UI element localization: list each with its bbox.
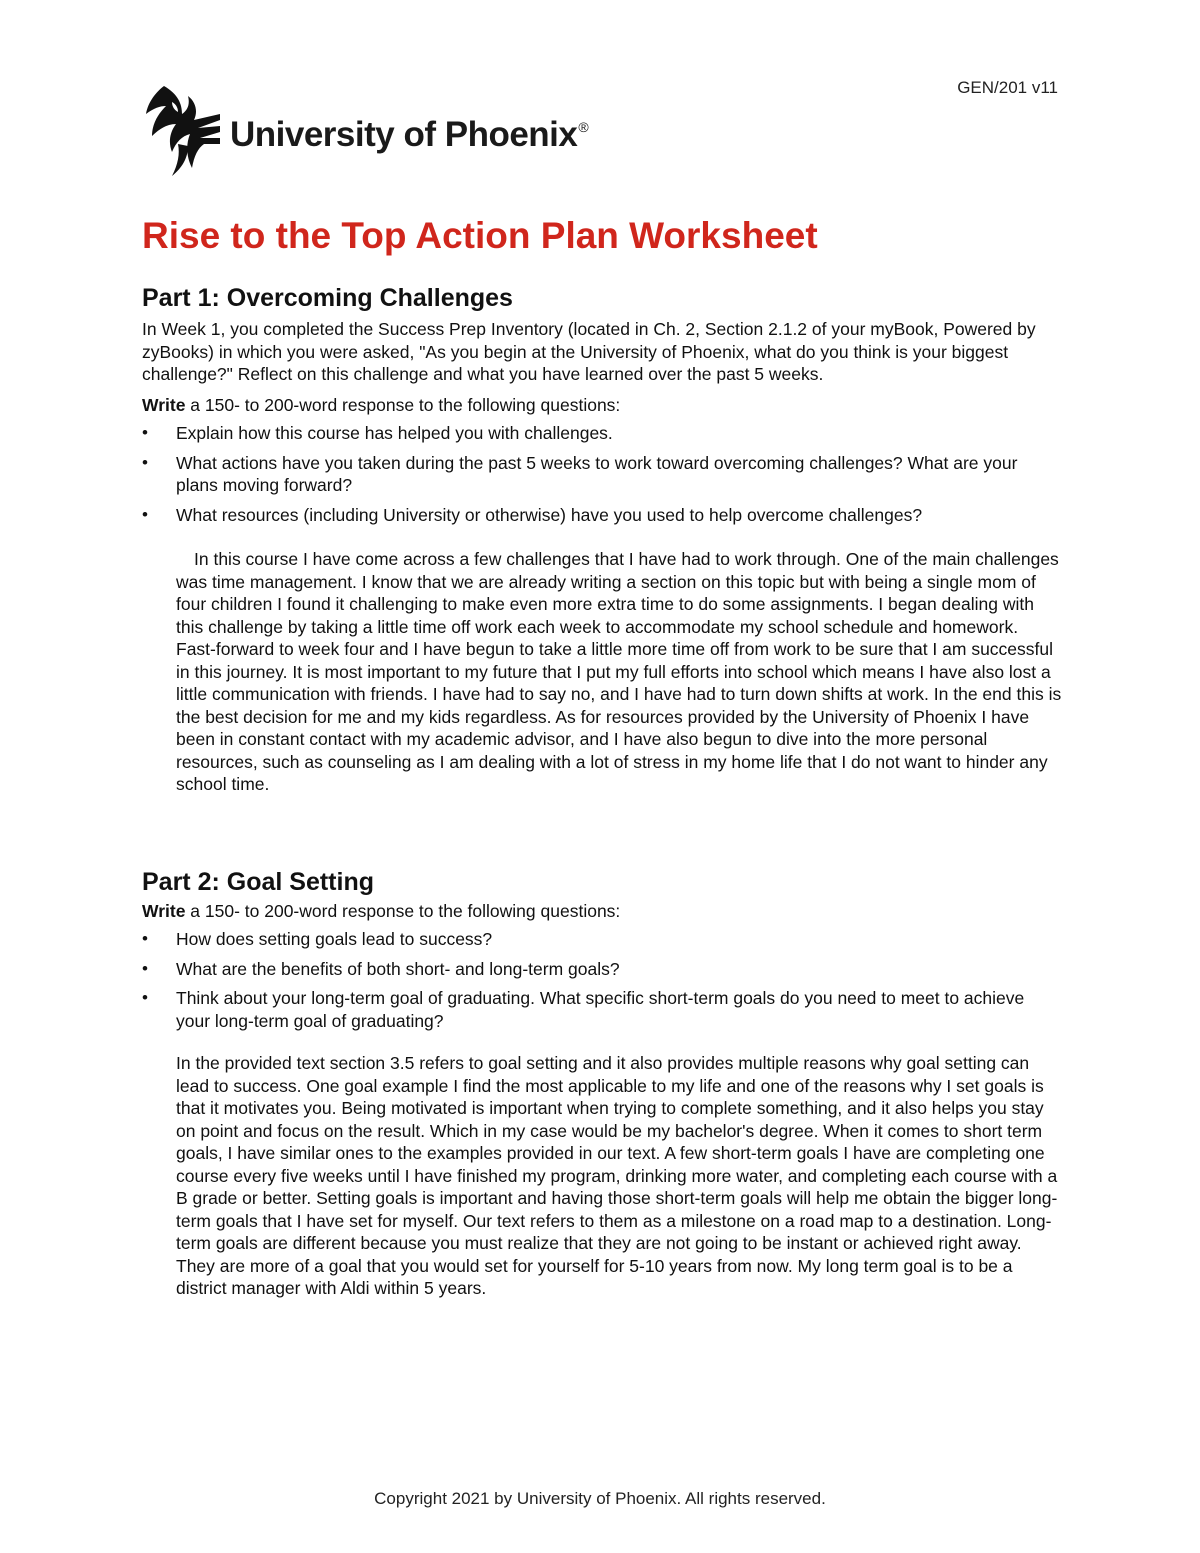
bullet-icon: •	[142, 988, 148, 1007]
part2-question-text: Think about your long-term goal of graduating. What specific short-term goals do you need to meet to achieve your long-term goal of graduating?	[176, 988, 1025, 1031]
part2-instruction	[142, 900, 1062, 923]
part1-instruction-bold: Write	[142, 394, 186, 415]
worksheet-title: Rise to the Top Action Plan Worksheet	[142, 215, 818, 256]
part1-instruction-rest: a 150- to 200-word response to the following questions:	[185, 394, 621, 415]
university-logo-text	[230, 115, 588, 155]
part2-instruction-rest: a 150- to 200-word response to the following questions:	[185, 900, 621, 921]
phoenix-bird-icon	[142, 84, 222, 178]
part1-heading: Part 1: Overcoming Challenges	[142, 284, 513, 312]
bullet-icon: •	[142, 504, 148, 524]
bullet-icon: •	[142, 452, 148, 472]
part2-question	[142, 987, 1062, 1032]
part1-question-list	[142, 422, 1062, 526]
part2-question-text: How does setting goals lead to success?	[176, 929, 493, 949]
part1-instruction	[142, 394, 1062, 417]
copyright-footer: Copyright 2021 by University of Phoenix. All rights reserved.	[374, 1489, 826, 1508]
part1-question-text: Explain how this course has helped you with challenges.	[176, 423, 613, 443]
bullet-icon: •	[142, 929, 148, 948]
bullet-icon: •	[142, 423, 148, 442]
part1-response: In this course I have come across a few challenges that I have had to work through. One of the main challenges was time management. I know that we are already writing a section on this topic but with being a single mom of four children I found it challenging to make even more extra time to do some assignments. I began dealing with this challenge by taking a little time off work each week to accommodate my school schedule and homework. Fast-forward to week four and I have begun to take a little more time off from work to be sure that I am successful in this journey. It is most important to my future that I put my full efforts into school which means I have also lost a little communication with friends. I have had to say no, and I have had to turn down shifts at work. In the end this is the best decision for me and my kids regardless. As for resources provided by the University of Phoenix I have been in constant contact with my academic advisor, and I have also begun to dive into the more personal resources, such as counseling as I am dealing with a lot of stress in my home life that I do not want to hinder any school time.	[176, 549, 1062, 794]
part2-question-text: What are the benefits of both short- and long-term goals?	[176, 958, 620, 979]
part1-question	[142, 452, 1062, 497]
document-version: GEN/201 v11	[957, 78, 1058, 97]
part2-question	[142, 958, 1062, 981]
part2-instruction-bold: Write	[142, 900, 186, 921]
part2-response: In the provided text section 3.5 refers to goal setting and it also provides multiple reasons why goal setting can lead to success. One goal example I find the most applicable to my life and one of the reasons why I set goals is that it motivates you. Being motivated is important when trying to complete something, and it also helps you stay on point and focus on the result. Which in my case would be my bachelor's degree. When it comes to short term goals, I have similar ones to the examples provided in our text. A few short-term goals I have are completing one course every five weeks until I have finished my program, drinking more water, and completing each course with a B grade or better. Setting goals is important and having those short-term goals will help me obtain the bigger long-term goals that I have set for myself. Our text refers to them as a milestone on a road map to a destination. Long-term goals are different because you must realize that they are not going to be instant or achieved right away. They are more of a goal that you would set for yourself for 5-10 years from now. My long term goal is to be a district manager with Aldi within 5 years.	[176, 1053, 1058, 1298]
worksheet-content	[142, 212, 1062, 1300]
part1-intro: In Week 1, you completed the Success Prep Inventory (located in Ch. 2, Section 2.1.2 of your myBook, Powered by zyBooks) in which you were asked, "As you begin at the University of Phoenix, what do you think is your biggest challenge?" Reflect on this challenge and what you have learned over the past 5 weeks.	[142, 319, 1036, 384]
part2-heading: Part 2: Goal Setting	[142, 867, 374, 896]
part1-question	[142, 504, 1062, 527]
university-logo	[142, 84, 588, 178]
part1-question-text: What resources (including University or otherwise) have you used to help overcome challenges?	[176, 504, 923, 525]
part2-question	[142, 928, 1062, 951]
registered-mark: ®	[578, 119, 589, 135]
part1-question	[142, 422, 1062, 445]
bullet-icon: •	[142, 958, 148, 978]
part2-question-list	[142, 928, 1062, 1032]
part1-question-text: What actions have you taken during the past 5 weeks to work toward overcoming challenges? What are your plans moving forward?	[176, 452, 1018, 495]
logo-wordmark: University of Phoenix	[230, 115, 578, 154]
